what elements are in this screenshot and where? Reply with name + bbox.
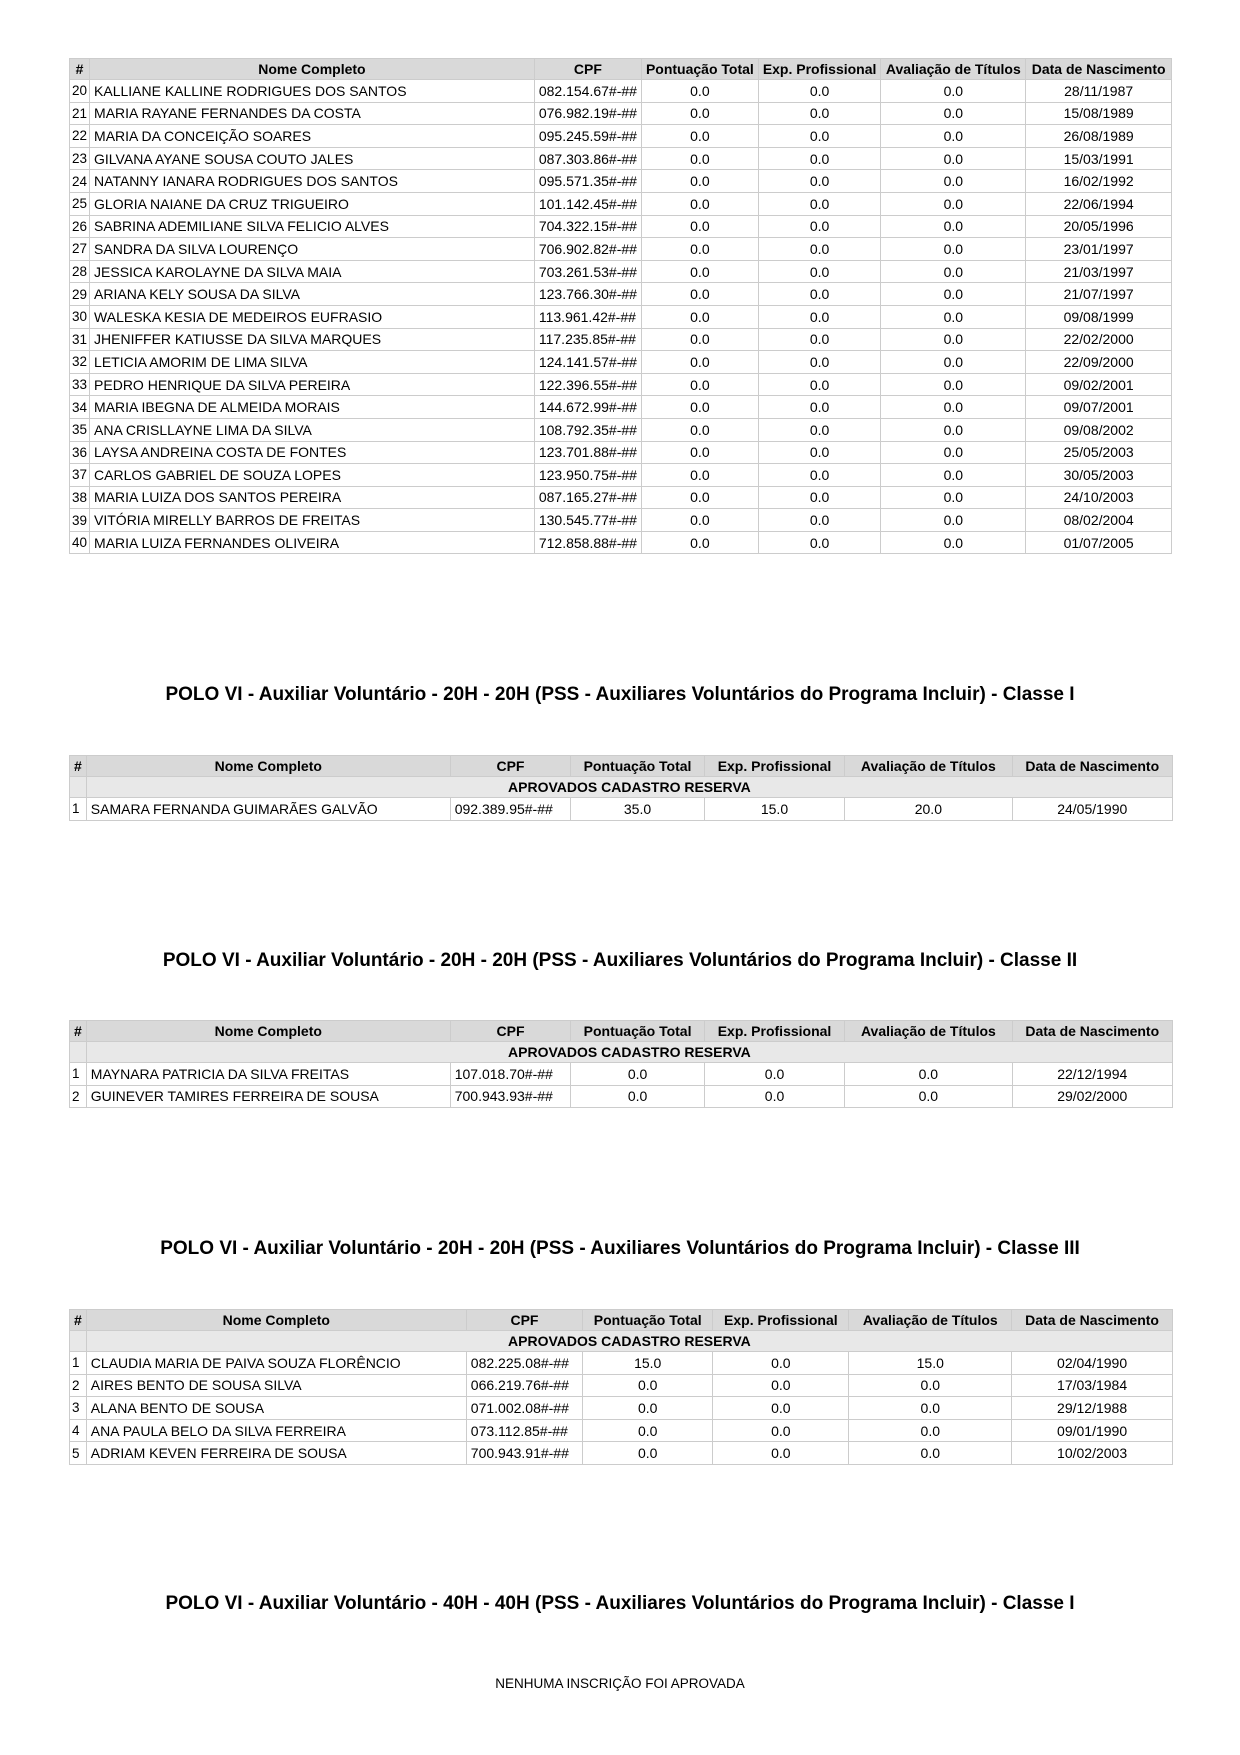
column-header-titles-evaluation: Avaliação de Títulos (881, 59, 1026, 80)
cell-titles-evaluation: 0.0 (881, 418, 1026, 441)
table-row (70, 305, 1172, 328)
column-header-row-number: # (70, 59, 90, 80)
cell-professional-experience: 0.0 (713, 1352, 849, 1375)
cell-cpf: 123.950.75#-## (534, 464, 641, 487)
cell-cpf: 144.672.99#-## (534, 396, 641, 419)
cell-full-name: GUINEVER TAMIRES FERREIRA DE SOUSA (86, 1085, 450, 1108)
cell-professional-experience: 0.0 (758, 192, 881, 215)
cell-cpf: 095.571.35#-## (534, 170, 641, 193)
cell-titles-evaluation: 0.0 (881, 215, 1026, 238)
cell-cpf: 123.766.30#-## (534, 283, 641, 306)
cell-titles-evaluation: 0.0 (881, 441, 1026, 464)
cell-professional-experience: 0.0 (758, 373, 881, 396)
cell-full-name: ALANA BENTO DE SOUSA (86, 1397, 466, 1420)
cell-row-number: 24 (70, 170, 90, 193)
group-row (70, 1042, 1173, 1063)
cell-professional-experience: 15.0 (704, 798, 844, 821)
cell-professional-experience: 0.0 (704, 1085, 844, 1108)
cell-professional-experience: 0.0 (713, 1397, 849, 1420)
cell-birth-date: 09/08/1999 (1026, 305, 1172, 328)
cell-total-score: 0.0 (571, 1085, 704, 1108)
cell-total-score: 0.0 (641, 305, 758, 328)
column-header-titles-evaluation: Avaliação de Títulos (845, 756, 1012, 777)
cell-professional-experience: 0.0 (758, 328, 881, 351)
cell-full-name: MARIA RAYANE FERNANDES DA COSTA (90, 102, 535, 125)
table-row (70, 509, 1172, 532)
cell-cpf: 130.545.77#-## (534, 509, 641, 532)
table-row (70, 798, 1173, 821)
cell-row-number: 25 (70, 192, 90, 215)
cell-birth-date: 22/06/1994 (1026, 192, 1172, 215)
cell-birth-date: 21/03/1997 (1026, 260, 1172, 283)
cell-full-name: LETICIA AMORIM DE LIMA SILVA (90, 351, 535, 374)
cell-total-score: 0.0 (641, 531, 758, 554)
cell-birth-date: 02/04/1990 (1012, 1352, 1173, 1375)
cell-row-number: 5 (70, 1442, 87, 1465)
cell-titles-evaluation: 0.0 (881, 328, 1026, 351)
cell-total-score: 0.0 (641, 102, 758, 125)
cell-professional-experience: 0.0 (758, 305, 881, 328)
table-row (70, 260, 1172, 283)
cell-row-number: 1 (70, 1352, 87, 1375)
cell-titles-evaluation: 0.0 (849, 1442, 1012, 1465)
cell-birth-date: 25/05/2003 (1026, 441, 1172, 464)
cell-row-number: 20 (70, 80, 90, 103)
cell-titles-evaluation: 0.0 (881, 305, 1026, 328)
cell-professional-experience: 0.0 (758, 441, 881, 464)
cell-titles-evaluation: 0.0 (849, 1397, 1012, 1420)
column-header-professional-experience: Exp. Profissional (704, 756, 844, 777)
cell-total-score: 0.0 (641, 170, 758, 193)
cell-full-name: CLAUDIA MARIA DE PAIVA SOUZA FLORÊNCIO (86, 1352, 466, 1375)
table-header-row (70, 1310, 1173, 1331)
results-table-20h-classe-i (69, 755, 1173, 821)
cell-cpf: 700.943.93#-## (450, 1085, 571, 1108)
cell-total-score: 0.0 (641, 418, 758, 441)
cell-birth-date: 15/08/1989 (1026, 102, 1172, 125)
cell-titles-evaluation: 0.0 (881, 531, 1026, 554)
cell-total-score: 0.0 (641, 260, 758, 283)
cell-total-score: 0.0 (641, 283, 758, 306)
cell-cpf: 122.396.55#-## (534, 373, 641, 396)
cell-titles-evaluation: 0.0 (881, 351, 1026, 374)
table-header-row (70, 59, 1172, 80)
group-row-spacer (70, 1042, 87, 1063)
cell-cpf: 706.902.82#-## (534, 238, 641, 261)
cell-row-number: 22 (70, 125, 90, 148)
cell-full-name: ARIANA KELY SOUSA DA SILVA (90, 283, 535, 306)
cell-full-name: GILVANA AYANE SOUSA COUTO JALES (90, 147, 535, 170)
table-row (70, 351, 1172, 374)
cell-full-name: MAYNARA PATRICIA DA SILVA FREITAS (86, 1063, 450, 1086)
column-header-total-score: Pontuação Total (571, 756, 704, 777)
cell-total-score: 0.0 (583, 1397, 713, 1420)
cell-full-name: SAMARA FERNANDA GUIMARÃES GALVÃO (86, 798, 450, 821)
cell-full-name: GLORIA NAIANE DA CRUZ TRIGUEIRO (90, 192, 535, 215)
cell-birth-date: 24/05/1990 (1012, 798, 1173, 821)
column-header-birth-date: Data de Nascimento (1012, 1310, 1173, 1331)
column-header-total-score: Pontuação Total (583, 1310, 713, 1331)
section-title-20h-classe-iii: POLO VI - Auxiliar Voluntário - 20H - 20H (PSS - Auxiliares Voluntários do Programa Incluir) - Classe III (160, 1238, 1080, 1259)
cell-titles-evaluation: 0.0 (881, 102, 1026, 125)
cell-cpf: 700.943.91#-## (466, 1442, 582, 1465)
table-row (70, 283, 1172, 306)
cell-total-score: 0.0 (641, 373, 758, 396)
table-row (70, 1397, 1173, 1420)
table-header-row (70, 1021, 1173, 1042)
cell-cpf: 071.002.08#-## (466, 1397, 582, 1420)
table-row (70, 1442, 1173, 1465)
cell-professional-experience: 0.0 (758, 170, 881, 193)
cell-cpf: 087.303.86#-## (534, 147, 641, 170)
cell-total-score: 0.0 (641, 238, 758, 261)
table-row (70, 147, 1172, 170)
cell-full-name: NATANNY IANARA RODRIGUES DOS SANTOS (90, 170, 535, 193)
cell-titles-evaluation: 0.0 (881, 283, 1026, 306)
cell-titles-evaluation: 0.0 (881, 373, 1026, 396)
cell-row-number: 2 (70, 1085, 87, 1108)
cell-birth-date: 29/02/2000 (1012, 1085, 1173, 1108)
column-header-row-number: # (70, 756, 87, 777)
column-header-titles-evaluation: Avaliação de Títulos (845, 1021, 1012, 1042)
cell-professional-experience: 0.0 (758, 260, 881, 283)
group-row (70, 777, 1173, 798)
cell-total-score: 0.0 (571, 1063, 704, 1086)
cell-row-number: 29 (70, 283, 90, 306)
cell-cpf: 123.701.88#-## (534, 441, 641, 464)
cell-row-number: 40 (70, 531, 90, 554)
cell-cpf: 107.018.70#-## (450, 1063, 571, 1086)
cell-titles-evaluation: 0.0 (881, 464, 1026, 487)
cell-total-score: 0.0 (641, 441, 758, 464)
cell-full-name: SABRINA ADEMILIANE SILVA FELICIO ALVES (90, 215, 535, 238)
cell-total-score: 0.0 (641, 464, 758, 487)
cell-total-score: 0.0 (583, 1442, 713, 1465)
cell-cpf: 073.112.85#-## (466, 1419, 582, 1442)
cell-titles-evaluation: 0.0 (881, 192, 1026, 215)
cell-titles-evaluation: 15.0 (849, 1352, 1012, 1375)
cell-full-name: MARIA LUIZA FERNANDES OLIVEIRA (90, 531, 535, 554)
column-header-professional-experience: Exp. Profissional (713, 1310, 849, 1331)
cell-birth-date: 23/01/1997 (1026, 238, 1172, 261)
cell-row-number: 21 (70, 102, 90, 125)
cell-birth-date: 22/12/1994 (1012, 1063, 1173, 1086)
cell-cpf: 066.219.76#-## (466, 1374, 582, 1397)
cell-cpf: 712.858.88#-## (534, 531, 641, 554)
cell-professional-experience: 0.0 (758, 531, 881, 554)
cell-full-name: MARIA IBEGNA DE ALMEIDA MORAIS (90, 396, 535, 419)
cell-full-name: ANA PAULA BELO DA SILVA FERREIRA (86, 1419, 466, 1442)
cell-cpf: 082.154.67#-## (534, 80, 641, 103)
table-row (70, 418, 1172, 441)
group-label: APROVADOS CADASTRO RESERVA (86, 777, 1172, 798)
cell-cpf: 095.245.59#-## (534, 125, 641, 148)
table-row (70, 1063, 1173, 1086)
cell-full-name: VITÓRIA MIRELLY BARROS DE FREITAS (90, 509, 535, 532)
table-row (70, 1374, 1173, 1397)
results-table-20h-classe-iii (69, 1309, 1173, 1465)
table-row (70, 1085, 1173, 1108)
cell-cpf: 087.165.27#-## (534, 486, 641, 509)
cell-full-name: WALESKA KESIA DE MEDEIROS EUFRASIO (90, 305, 535, 328)
table-row (70, 215, 1172, 238)
cell-titles-evaluation: 0.0 (849, 1419, 1012, 1442)
cell-titles-evaluation: 0.0 (881, 509, 1026, 532)
cell-professional-experience: 0.0 (704, 1063, 844, 1086)
cell-professional-experience: 0.0 (758, 80, 881, 103)
cell-titles-evaluation: 0.0 (881, 486, 1026, 509)
cell-cpf: 082.225.08#-## (466, 1352, 582, 1375)
cell-birth-date: 09/01/1990 (1012, 1419, 1173, 1442)
cell-professional-experience: 0.0 (758, 418, 881, 441)
cell-row-number: 27 (70, 238, 90, 261)
cell-birth-date: 08/02/2004 (1026, 509, 1172, 532)
column-header-cpf: CPF (450, 756, 571, 777)
cell-titles-evaluation: 0.0 (881, 80, 1026, 103)
cell-row-number: 33 (70, 373, 90, 396)
column-header-titles-evaluation: Avaliação de Títulos (849, 1310, 1012, 1331)
cell-professional-experience: 0.0 (758, 396, 881, 419)
cell-total-score: 0.0 (641, 192, 758, 215)
cell-row-number: 37 (70, 464, 90, 487)
cell-titles-evaluation: 0.0 (849, 1374, 1012, 1397)
cell-full-name: CARLOS GABRIEL DE SOUZA LOPES (90, 464, 535, 487)
cell-titles-evaluation: 0.0 (881, 238, 1026, 261)
cell-titles-evaluation: 0.0 (881, 260, 1026, 283)
cell-birth-date: 21/07/1997 (1026, 283, 1172, 306)
column-header-birth-date: Data de Nascimento (1012, 1021, 1173, 1042)
cell-full-name: LAYSA ANDREINA COSTA DE FONTES (90, 441, 535, 464)
table-row (70, 80, 1172, 103)
table-row (70, 170, 1172, 193)
cell-titles-evaluation: 0.0 (845, 1085, 1012, 1108)
cell-birth-date: 20/05/1996 (1026, 215, 1172, 238)
cell-birth-date: 15/03/1991 (1026, 147, 1172, 170)
table-row (70, 373, 1172, 396)
results-table-20h-classe-ii (69, 1020, 1173, 1108)
cell-full-name: JESSICA KAROLAYNE DA SILVA MAIA (90, 260, 535, 283)
cell-birth-date: 28/11/1987 (1026, 80, 1172, 103)
cell-total-score: 0.0 (641, 80, 758, 103)
cell-cpf: 101.142.45#-## (534, 192, 641, 215)
cell-professional-experience: 0.0 (758, 351, 881, 374)
no-approvals-note: NENHUMA INSCRIÇÃO FOI APROVADA (495, 1676, 745, 1691)
group-row (70, 1331, 1173, 1352)
cell-birth-date: 01/07/2005 (1026, 531, 1172, 554)
table-row (70, 102, 1172, 125)
cell-professional-experience: 0.0 (758, 238, 881, 261)
cell-total-score: 15.0 (583, 1352, 713, 1375)
cell-row-number: 4 (70, 1419, 87, 1442)
column-header-cpf: CPF (450, 1021, 571, 1042)
table-row (70, 1352, 1173, 1375)
cell-full-name: JHENIFFER KATIUSSE DA SILVA MARQUES (90, 328, 535, 351)
cell-birth-date: 26/08/1989 (1026, 125, 1172, 148)
cell-birth-date: 30/05/2003 (1026, 464, 1172, 487)
cell-birth-date: 22/09/2000 (1026, 351, 1172, 374)
cell-total-score: 0.0 (583, 1374, 713, 1397)
cell-row-number: 31 (70, 328, 90, 351)
cell-row-number: 28 (70, 260, 90, 283)
column-header-total-score: Pontuação Total (641, 59, 758, 80)
cell-full-name: PEDRO HENRIQUE DA SILVA PEREIRA (90, 373, 535, 396)
group-label: APROVADOS CADASTRO RESERVA (86, 1331, 1172, 1352)
cell-full-name: ADRIAM KEVEN FERREIRA DE SOUSA (86, 1442, 466, 1465)
cell-cpf: 092.389.95#-## (450, 798, 571, 821)
cell-full-name: SANDRA DA SILVA LOURENÇO (90, 238, 535, 261)
cell-cpf: 704.322.15#-## (534, 215, 641, 238)
cell-total-score: 0.0 (583, 1419, 713, 1442)
cell-birth-date: 10/02/2003 (1012, 1442, 1173, 1465)
cell-row-number: 36 (70, 441, 90, 464)
cell-professional-experience: 0.0 (758, 102, 881, 125)
table-row (70, 531, 1172, 554)
cell-birth-date: 22/02/2000 (1026, 328, 1172, 351)
column-header-birth-date: Data de Nascimento (1026, 59, 1172, 80)
column-header-total-score: Pontuação Total (571, 1021, 704, 1042)
cell-full-name: ANA CRISLLAYNE LIMA DA SILVA (90, 418, 535, 441)
column-header-birth-date: Data de Nascimento (1012, 756, 1173, 777)
results-table-continued (69, 58, 1172, 554)
cell-full-name: AIRES BENTO DE SOUSA SILVA (86, 1374, 466, 1397)
cell-total-score: 0.0 (641, 509, 758, 532)
cell-row-number: 32 (70, 351, 90, 374)
cell-birth-date: 29/12/1988 (1012, 1397, 1173, 1420)
cell-total-score: 0.0 (641, 328, 758, 351)
cell-titles-evaluation: 20.0 (845, 798, 1012, 821)
cell-cpf: 117.235.85#-## (534, 328, 641, 351)
cell-cpf: 108.792.35#-## (534, 418, 641, 441)
column-header-cpf: CPF (466, 1310, 582, 1331)
group-label: APROVADOS CADASTRO RESERVA (86, 1042, 1172, 1063)
cell-professional-experience: 0.0 (713, 1419, 849, 1442)
column-header-full-name: Nome Completo (86, 1310, 466, 1331)
cell-cpf: 076.982.19#-## (534, 102, 641, 125)
table-row (70, 192, 1172, 215)
cell-total-score: 0.0 (641, 215, 758, 238)
table-row (70, 441, 1172, 464)
column-header-row-number: # (70, 1021, 87, 1042)
cell-total-score: 0.0 (641, 147, 758, 170)
cell-row-number: 34 (70, 396, 90, 419)
cell-total-score: 0.0 (641, 125, 758, 148)
table-row (70, 396, 1172, 419)
cell-birth-date: 09/02/2001 (1026, 373, 1172, 396)
table-row (70, 125, 1172, 148)
cell-professional-experience: 0.0 (713, 1442, 849, 1465)
cell-professional-experience: 0.0 (758, 509, 881, 532)
table-row (70, 238, 1172, 261)
section-title-20h-classe-ii: POLO VI - Auxiliar Voluntário - 20H - 20H (PSS - Auxiliares Voluntários do Programa Incluir) - Classe II (162, 950, 1078, 971)
table-row (70, 328, 1172, 351)
table-row (70, 1419, 1173, 1442)
group-row-spacer (70, 1331, 87, 1352)
table-row (70, 486, 1172, 509)
cell-birth-date: 24/10/2003 (1026, 486, 1172, 509)
cell-row-number: 38 (70, 486, 90, 509)
cell-cpf: 703.261.53#-## (534, 260, 641, 283)
cell-birth-date: 17/03/1984 (1012, 1374, 1173, 1397)
cell-total-score: 0.0 (641, 486, 758, 509)
table-row (70, 464, 1172, 487)
cell-cpf: 113.961.42#-## (534, 305, 641, 328)
column-header-cpf: CPF (534, 59, 641, 80)
section-title-20h-classe-i: POLO VI - Auxiliar Voluntário - 20H - 20H (PSS - Auxiliares Voluntários do Programa Incluir) - Classe I (165, 684, 1075, 705)
cell-professional-experience: 0.0 (758, 147, 881, 170)
cell-birth-date: 16/02/1992 (1026, 170, 1172, 193)
cell-professional-experience: 0.0 (758, 283, 881, 306)
cell-full-name: MARIA DA CONCEIÇÃO SOARES (90, 125, 535, 148)
section-title-40h-classe-i: POLO VI - Auxiliar Voluntário - 40H - 40H (PSS - Auxiliares Voluntários do Programa Incluir) - Classe I (165, 1593, 1075, 1614)
cell-professional-experience: 0.0 (758, 464, 881, 487)
cell-professional-experience: 0.0 (713, 1374, 849, 1397)
cell-total-score: 0.0 (641, 396, 758, 419)
cell-professional-experience: 0.0 (758, 125, 881, 148)
cell-birth-date: 09/07/2001 (1026, 396, 1172, 419)
cell-titles-evaluation: 0.0 (881, 170, 1026, 193)
cell-row-number: 35 (70, 418, 90, 441)
cell-titles-evaluation: 0.0 (881, 147, 1026, 170)
cell-row-number: 3 (70, 1397, 87, 1420)
column-header-row-number: # (70, 1310, 87, 1331)
cell-total-score: 35.0 (571, 798, 704, 821)
cell-titles-evaluation: 0.0 (881, 396, 1026, 419)
cell-row-number: 1 (70, 798, 87, 821)
table-header-row (70, 756, 1173, 777)
column-header-full-name: Nome Completo (86, 1021, 450, 1042)
cell-row-number: 23 (70, 147, 90, 170)
cell-row-number: 26 (70, 215, 90, 238)
cell-row-number: 1 (70, 1063, 87, 1086)
column-header-full-name: Nome Completo (90, 59, 535, 80)
column-header-professional-experience: Exp. Profissional (704, 1021, 844, 1042)
cell-birth-date: 09/08/2002 (1026, 418, 1172, 441)
column-header-professional-experience: Exp. Profissional (758, 59, 881, 80)
cell-total-score: 0.0 (641, 351, 758, 374)
cell-professional-experience: 0.0 (758, 215, 881, 238)
cell-titles-evaluation: 0.0 (881, 125, 1026, 148)
cell-titles-evaluation: 0.0 (845, 1063, 1012, 1086)
cell-row-number: 39 (70, 509, 90, 532)
cell-row-number: 30 (70, 305, 90, 328)
cell-full-name: KALLIANE KALLINE RODRIGUES DOS SANTOS (90, 80, 535, 103)
cell-cpf: 124.141.57#-## (534, 351, 641, 374)
column-header-full-name: Nome Completo (86, 756, 450, 777)
cell-row-number: 2 (70, 1374, 87, 1397)
group-row-spacer (70, 777, 87, 798)
cell-professional-experience: 0.0 (758, 486, 881, 509)
cell-full-name: MARIA LUIZA DOS SANTOS PEREIRA (90, 486, 535, 509)
